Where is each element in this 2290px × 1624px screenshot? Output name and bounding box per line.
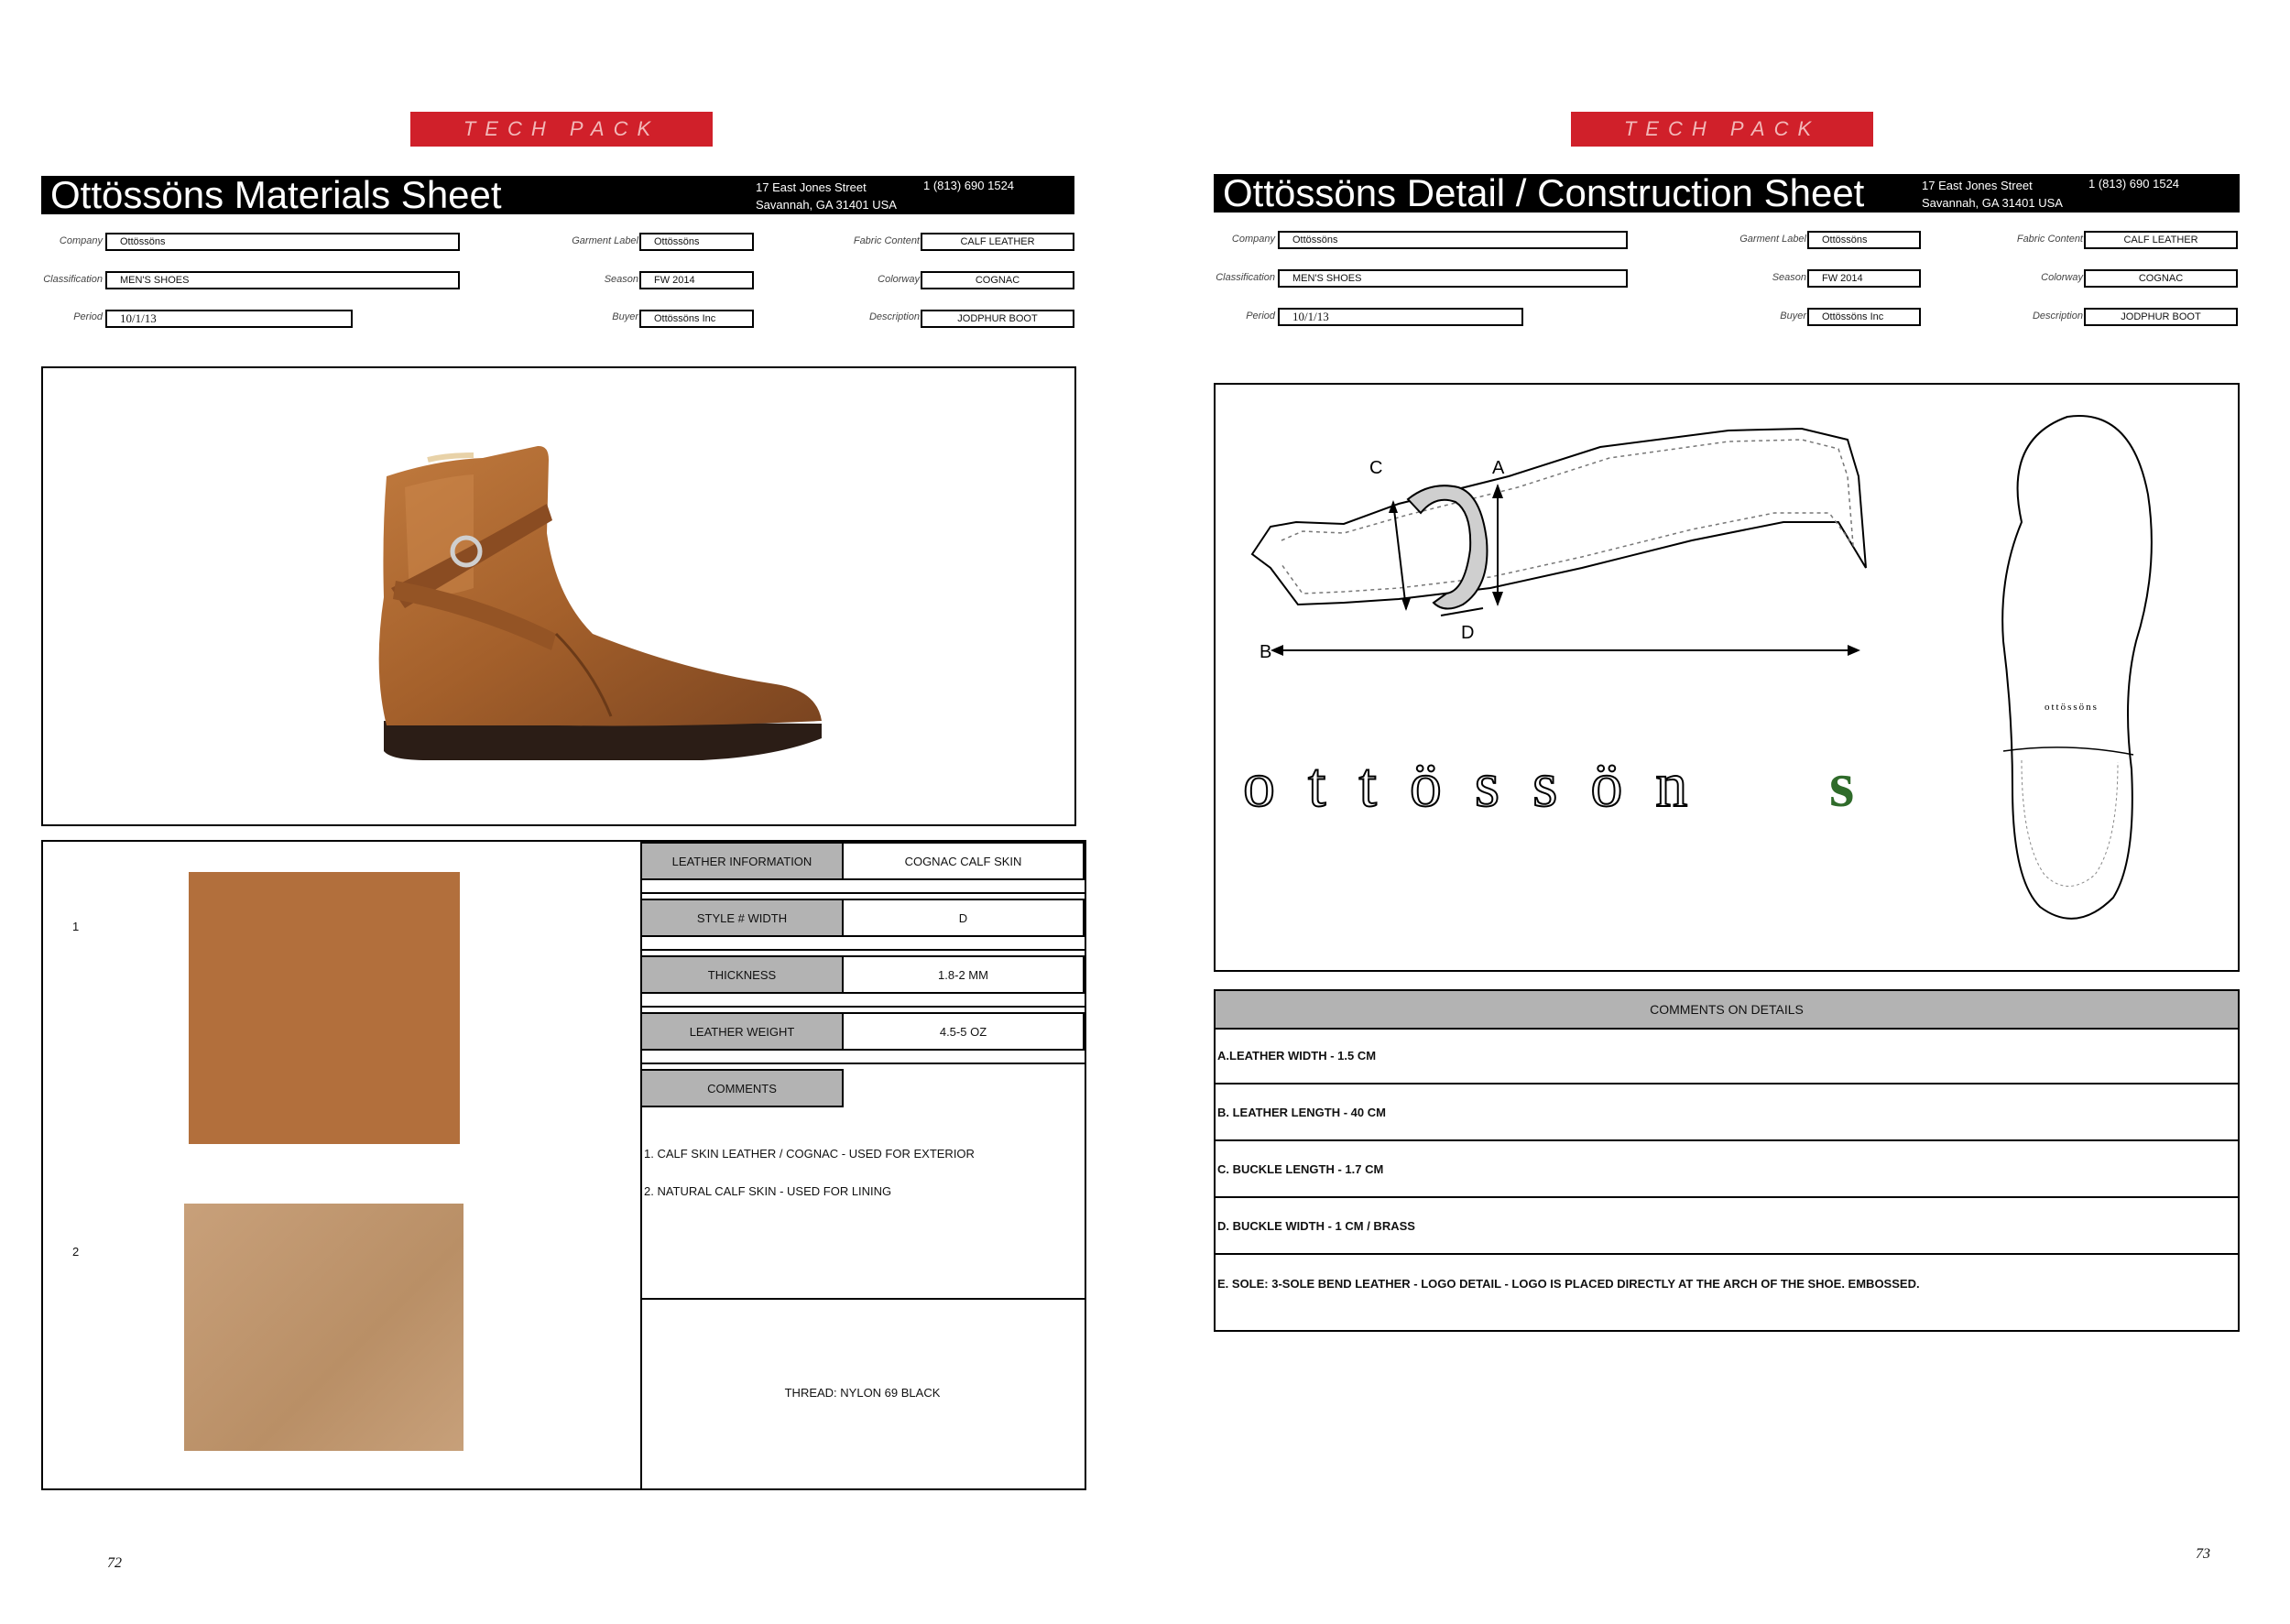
sole-outline (2002, 416, 2152, 919)
fabric-content-label: Fabric Content (2016, 234, 2083, 245)
comments-label: COMMENTS (640, 1069, 844, 1107)
phone: 1 (813) 690 1524 (2088, 177, 2180, 191)
classification-field[interactable]: MEN'S SHOES (1278, 269, 1628, 288)
page-number: 72 (107, 1555, 122, 1571)
description-field[interactable]: JODPHUR BOOT (2084, 308, 2238, 326)
leather-information-value: COGNAC CALF SKIN (842, 842, 1085, 880)
tech-pack-banner: TECH PACK (410, 112, 713, 147)
company-label: Company (59, 235, 103, 246)
period-label: Period (1246, 311, 1275, 322)
classification-label: Classification (43, 274, 103, 285)
jodhpur-boot-image (43, 368, 1074, 824)
garment-label-field[interactable]: Ottössöns (1807, 231, 1921, 249)
comment-row-d: D. BUCKLE WIDTH - 1 CM / BRASS (1216, 1198, 2238, 1255)
company-label: Company (1231, 234, 1275, 245)
dim-label-a: A (1492, 458, 1505, 478)
leather-weight-value: 4.5-5 OZ (842, 1012, 1085, 1051)
leather-information-label: LEATHER INFORMATION (640, 842, 844, 880)
fabric-content-field[interactable]: CALF LEATHER (2084, 231, 2238, 249)
swatch-1-number: 1 (72, 920, 80, 933)
thread-info: THREAD: NYLON 69 BLACK (784, 1386, 941, 1400)
colorway-label: Colorway (2041, 272, 2083, 283)
colorway-field[interactable]: COGNAC (2084, 269, 2238, 288)
address (1922, 177, 2063, 212)
buyer-label: Buyer (1780, 311, 1806, 322)
page-header (41, 173, 1074, 216)
address (756, 179, 897, 213)
style-width-label: STYLE # WIDTH (640, 899, 844, 937)
page-title: Ottössöns Materials Sheet (50, 173, 502, 216)
brand-logo-text: ottössön (1243, 750, 1721, 821)
company-field[interactable]: Ottössöns (105, 233, 460, 251)
page-number: 73 (2196, 1546, 2210, 1562)
boot-image-panel (41, 366, 1076, 826)
swatch-2-number: 2 (72, 1245, 80, 1259)
comment-row-e: E. SOLE: 3-SOLE BEND LEATHER - LOGO DETAIL - LOGO IS PLACED DIRECTLY AT THE ARCH OF THE SHOE. EMBOSSED. (1217, 1276, 1920, 1291)
address-line-1: 17 East Jones Street (1922, 179, 2033, 192)
row-divider (640, 1063, 1085, 1064)
classification-label: Classification (1216, 272, 1275, 283)
comments-on-details-panel (1214, 989, 2240, 1332)
materials-panel (41, 840, 1086, 1490)
season-field[interactable]: FW 2014 (639, 271, 754, 289)
dim-label-d: D (1461, 623, 1475, 643)
fabric-content-label: Fabric Content (853, 235, 920, 246)
address-line-2: Savannah, GA 31401 USA (1922, 196, 2063, 210)
garment-label-label: Garment Label (572, 235, 638, 246)
comment-line-1: 1. CALF SKIN LEATHER / COGNAC - USED FOR EXTERIOR (644, 1147, 975, 1161)
swatch-1-calf-skin (189, 872, 460, 1144)
comment-row-a: A.LEATHER WIDTH - 1.5 CM (1216, 1028, 2238, 1084)
sole-logo: ottössöns (2045, 702, 2099, 713)
dim-label-c: C (1369, 458, 1383, 478)
phone: 1 (813) 690 1524 (923, 179, 1015, 192)
construction-diagram-panel (1214, 383, 2240, 972)
dim-label-b: B (1260, 642, 1272, 662)
address-line-2: Savannah, GA 31401 USA (756, 198, 897, 212)
description-field[interactable]: JODPHUR BOOT (921, 310, 1074, 328)
comment-line-2: 2. NATURAL CALF SKIN - USED FOR LINING (644, 1184, 892, 1198)
buyer-field[interactable]: Ottössöns Inc (1807, 308, 1921, 326)
classification-field[interactable]: MEN'S SHOES (105, 271, 460, 289)
season-label: Season (604, 274, 638, 285)
strap-drawing (1252, 429, 1866, 605)
brand-logo-green-s: s (1829, 750, 1855, 821)
row-divider (640, 1006, 1085, 1008)
thickness-label: THICKNESS (640, 955, 844, 994)
strap-buckle-diagram (1216, 385, 2238, 970)
company-field[interactable]: Ottössöns (1278, 231, 1628, 249)
fabric-content-field[interactable]: CALF LEATHER (921, 233, 1074, 251)
description-label: Description (2032, 311, 2083, 322)
swatch-2-natural-calf-skin (184, 1204, 463, 1451)
thickness-value: 1.8-2 MM (842, 955, 1085, 994)
page-title: Ottössöns Detail / Construction Sheet (1223, 171, 1865, 214)
buyer-label: Buyer (612, 311, 638, 322)
description-label: Description (868, 311, 920, 322)
comment-row-b: B. LEATHER LENGTH - 40 CM (1216, 1084, 2238, 1141)
tech-pack-banner: TECH PACK (1571, 112, 1873, 147)
period-field[interactable]: 10/1/13 (1278, 308, 1523, 326)
period-label: Period (73, 311, 103, 322)
row-divider (640, 1298, 1085, 1300)
season-field[interactable]: FW 2014 (1807, 269, 1921, 288)
garment-label-field[interactable]: Ottössöns (639, 233, 754, 251)
comments-header: COMMENTS ON DETAILS (1216, 991, 2238, 1030)
row-divider (640, 892, 1085, 894)
leather-weight-label: LEATHER WEIGHT (640, 1012, 844, 1051)
garment-label-label: Garment Label (1739, 234, 1806, 245)
period-field[interactable]: 10/1/13 (105, 310, 353, 328)
colorway-label: Colorway (878, 274, 920, 285)
row-divider (640, 949, 1085, 951)
address-line-1: 17 East Jones Street (756, 180, 867, 194)
buyer-field[interactable]: Ottössöns Inc (639, 310, 754, 328)
season-label: Season (1772, 272, 1806, 283)
colorway-field[interactable]: COGNAC (921, 271, 1074, 289)
style-width-value: D (842, 899, 1085, 937)
comment-row-c: C. BUCKLE LENGTH - 1.7 CM (1216, 1141, 2238, 1198)
page-header (1214, 171, 2240, 214)
